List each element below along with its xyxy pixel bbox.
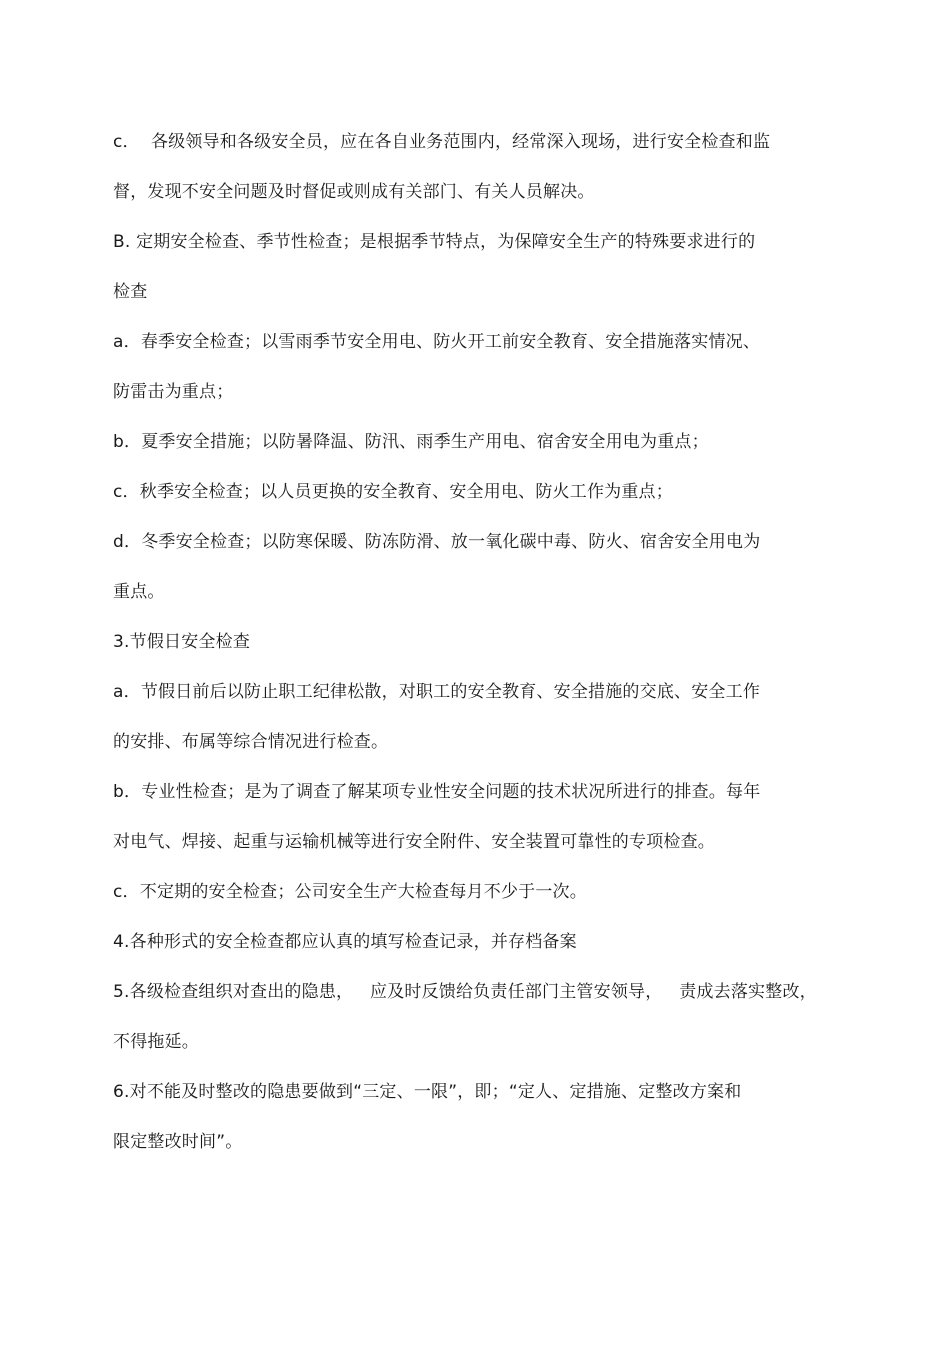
text-line: 重点。 (113, 582, 165, 602)
text-line: 防雷击为重点； (113, 382, 234, 402)
text-line: c． 各级领导和各级安全员，应在各自业务范围内，经常深入现场，进行安全检查和监 (113, 132, 771, 152)
text-line: 的安排、布属等综合情况进行检查。 (113, 732, 389, 752)
text-line: 4.各种形式的安全检查都应认真的填写检查记录，并存档备案 (113, 932, 577, 952)
text-line: 6.对不能及时整改的隐患要做到“三定、一限”，即；“定人、定措施、定整改方案和 (113, 1082, 742, 1102)
text-line: 5.各级检查组织对查出的隐患， 应及时反馈给负责任部门主管安领导， 责成去落实整改， (113, 982, 817, 1002)
text-line: c．不定期的安全检查；公司安全生产大检查每月不少于一次。 (113, 882, 587, 902)
text-line: 督，发现不安全问题及时督促或则成有关部门、有关人员解决。 (113, 182, 595, 202)
text-line: 3.节假日安全检查 (113, 632, 251, 652)
text-line: 限定整改时间”。 (113, 1132, 243, 1152)
text-line: B. 定期安全检查、季节性检查；是根据季节特点，为保障安全生产的特殊要求进行的 (113, 232, 756, 252)
text-line: 对电气、焊接、起重与运输机械等进行安全附件、安全装置可靠性的专项检查。 (113, 832, 715, 852)
text-line: a．春季安全检查；以雪雨季节安全用电、防火开工前安全教育、安全措施落实情况、 (113, 332, 761, 352)
text-line: c．秋季安全检查；以人员更换的安全教育、安全用电、防火工作为重点； (113, 482, 673, 502)
text-line: 检查 (113, 282, 148, 302)
text-line: b．夏季安全措施；以防暑降温、防汛、雨季生产用电、宿舍安全用电为重点； (113, 432, 709, 452)
text-line: a．节假日前后以防止职工纪律松散，对职工的安全教育、安全措施的交底、安全工作 (113, 682, 761, 702)
text-line: 不得拖延。 (113, 1032, 199, 1052)
text-line: b．专业性检查；是为了调查了解某项专业性安全问题的技术状况所进行的排查。每年 (113, 782, 761, 802)
text-line: d．冬季安全检查；以防寒保暖、防冻防滑、放一氧化碳中毒、防火、宿舍安全用电为 (113, 532, 761, 552)
